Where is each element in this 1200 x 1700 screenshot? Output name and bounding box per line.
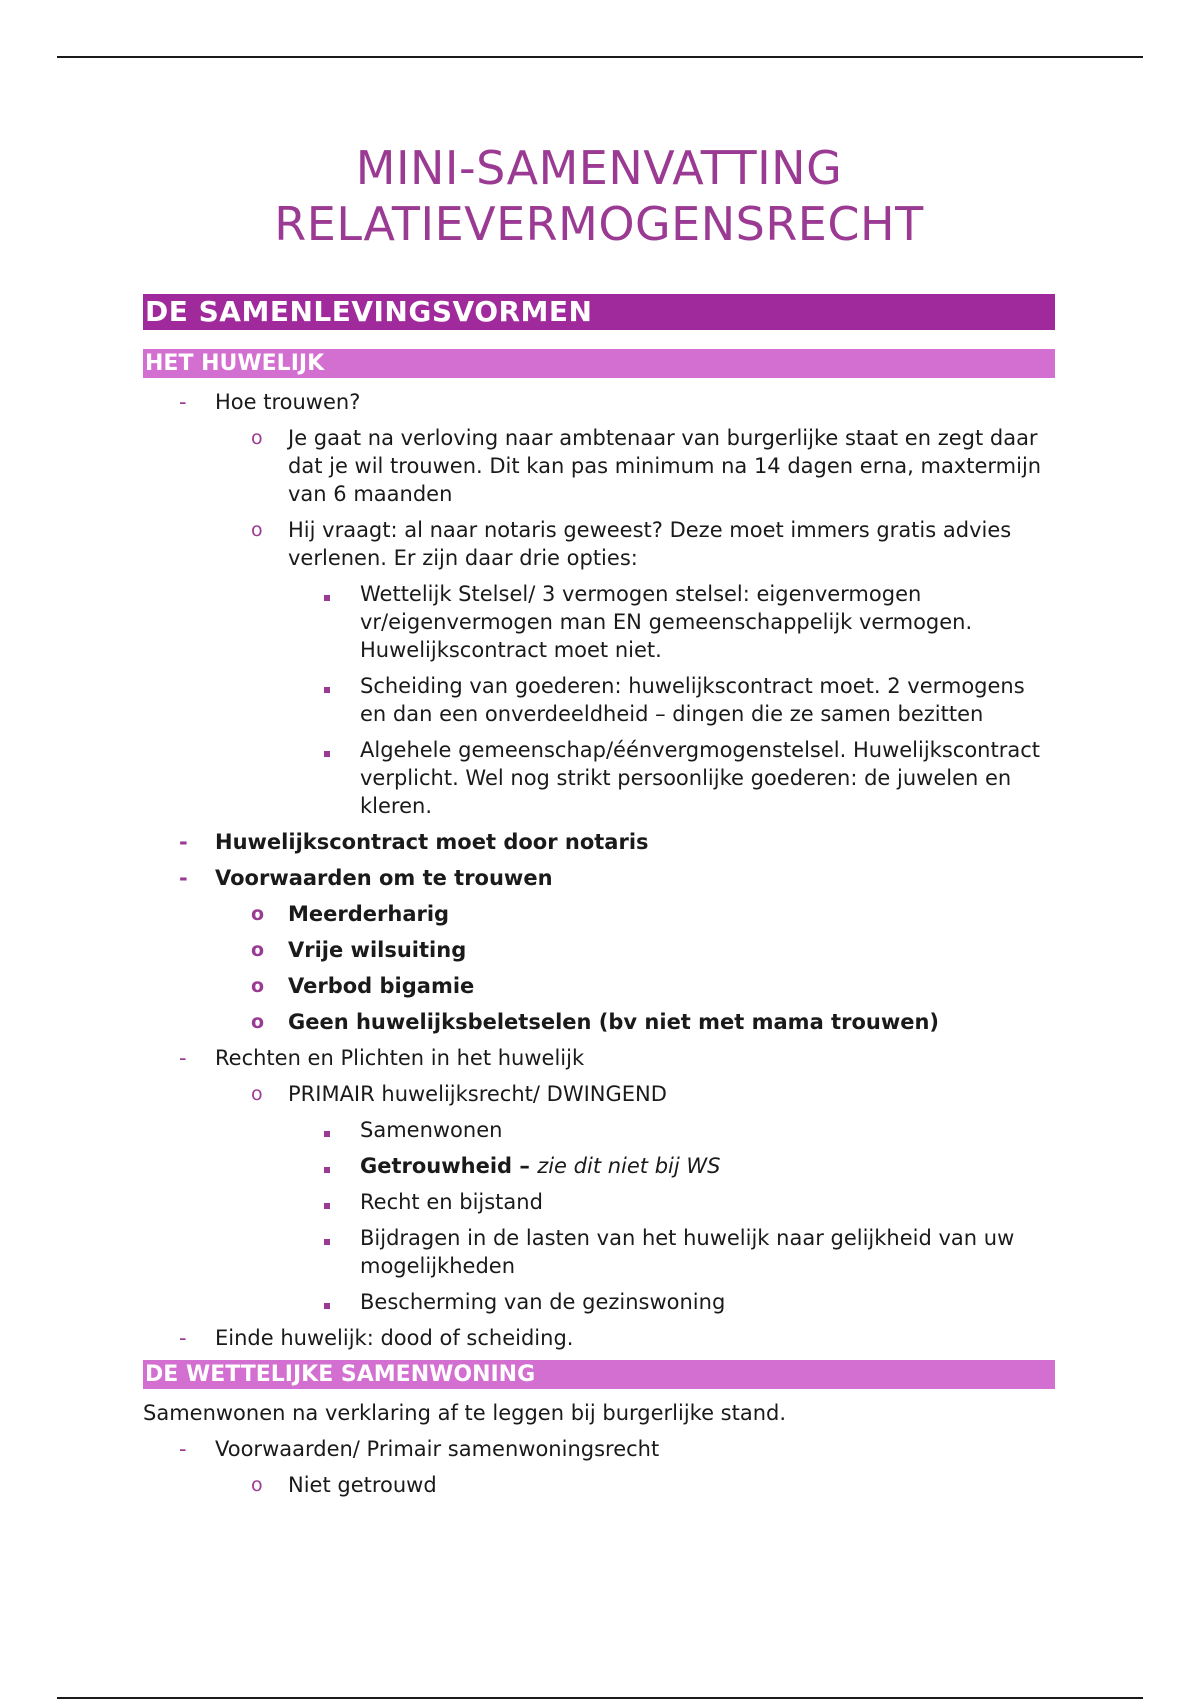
- list-item: - Voorwaarden/ Primair samenwoningsrecht: [179, 1437, 660, 1461]
- list-item: - Voorwaarden om te trouwen: [179, 866, 553, 890]
- square-bullet: [324, 1288, 330, 1316]
- bottom-rule: [57, 1697, 1143, 1699]
- document-title: [143, 140, 1055, 252]
- square-bullet: [324, 1224, 330, 1252]
- circle-bullet: o: [251, 519, 263, 541]
- list-item: Bijdragen in de lasten van het huwelijk naar gelijkheid van uw mogelijkheden: [143, 1224, 1055, 1280]
- dash-bullet: -: [179, 1326, 187, 1350]
- title-line-2: RELATIEVERMOGENSRECHT: [274, 197, 924, 251]
- list-item: o Je gaat na verloving naar ambtenaar van burgerlijke staat en zegt daar dat je wil trouwen. Dit kan pas minimum na 14 dagen erna, maxtermijn van 6 maanden: [251, 426, 1042, 506]
- list-item: - Huwelijkscontract moet door notaris: [179, 830, 649, 854]
- samenwoning-list: [143, 1435, 1055, 1499]
- circle-bullet: o: [251, 1083, 263, 1105]
- square-bullet: [324, 1188, 330, 1216]
- circle-bullet: o: [251, 975, 265, 997]
- square-bullet: [324, 1152, 330, 1180]
- dash-bullet: -: [179, 390, 187, 414]
- dash-bullet: -: [179, 1046, 187, 1070]
- square-bullet: [324, 580, 330, 608]
- subheading-wettelijke-samenwoning: DE WETTELIJKE SAMENWONING: [143, 1360, 1055, 1389]
- document-page: [143, 140, 1055, 1507]
- list-item: o Geen huwelijksbeletselen (bv niet met mama trouwen): [251, 1010, 940, 1034]
- list-item: Getrouwheid – zie dit niet bij WS: [143, 1152, 1055, 1180]
- list-item: o Meerderharig: [251, 902, 450, 926]
- list-item: Samenwonen: [143, 1116, 1055, 1144]
- list-item: o Niet getrouwd: [251, 1473, 437, 1497]
- list-item: o PRIMAIR huwelijksrecht/ DWINGEND: [251, 1082, 667, 1106]
- list-item: Algehele gemeenschap/éénvergmogenstelsel. Huwelijkscontract verplicht. Wel nog strikt persoonlijke goederen: de juwelen en kleren.: [143, 736, 1055, 820]
- circle-bullet: o: [251, 939, 265, 961]
- list-item: o Hij vraagt: al naar notaris geweest? Deze moet immers gratis advies verlenen. Er zijn daar drie opties:: [251, 518, 1012, 570]
- samenwoning-paragraph: Samenwonen na verklaring af te leggen bij burgerlijke stand.: [143, 1401, 787, 1425]
- dash-bullet: -: [179, 1437, 187, 1461]
- list-item: o Vrije wilsuiting: [251, 938, 467, 962]
- list-item: o Verbod bigamie: [251, 974, 475, 998]
- subheading-huwelijk: HET HUWELIJK: [143, 349, 1055, 378]
- section-heading-samenlevingsvormen: DE SAMENLEVINGSVORMEN: [143, 294, 1055, 330]
- list-item: - Einde huwelijk: dood of scheiding.: [179, 1326, 574, 1350]
- huwelijk-list: [143, 388, 1055, 1352]
- circle-bullet: o: [251, 1474, 263, 1496]
- list-item: Scheiding van goederen: huwelijkscontract moet. 2 vermogens en dan een onverdeeldheid – dingen die ze samen bezitten: [143, 672, 1055, 728]
- list-item: - Rechten en Plichten in het huwelijk: [179, 1046, 585, 1070]
- square-bullet: [324, 736, 330, 764]
- list-item: Wettelijk Stelsel/ 3 vermogen stelsel: eigenvermogen vr/eigenvermogen man EN gemeenschappelijk vermogen. Huwelijkscontract moet niet.: [143, 580, 1055, 664]
- list-item: Recht en bijstand: [143, 1188, 1055, 1216]
- title-line-1: MINI-SAMENVATTING: [355, 141, 843, 195]
- list-item: - Hoe trouwen?: [179, 390, 361, 414]
- square-bullet: [324, 1116, 330, 1144]
- circle-bullet: o: [251, 427, 263, 449]
- dash-bullet: -: [179, 866, 188, 890]
- square-bullet: [324, 672, 330, 700]
- circle-bullet: o: [251, 1011, 265, 1033]
- circle-bullet: o: [251, 903, 265, 925]
- dash-bullet: -: [179, 830, 188, 854]
- top-rule: [57, 56, 1143, 58]
- list-item: Bescherming van de gezinswoning: [143, 1288, 1055, 1316]
